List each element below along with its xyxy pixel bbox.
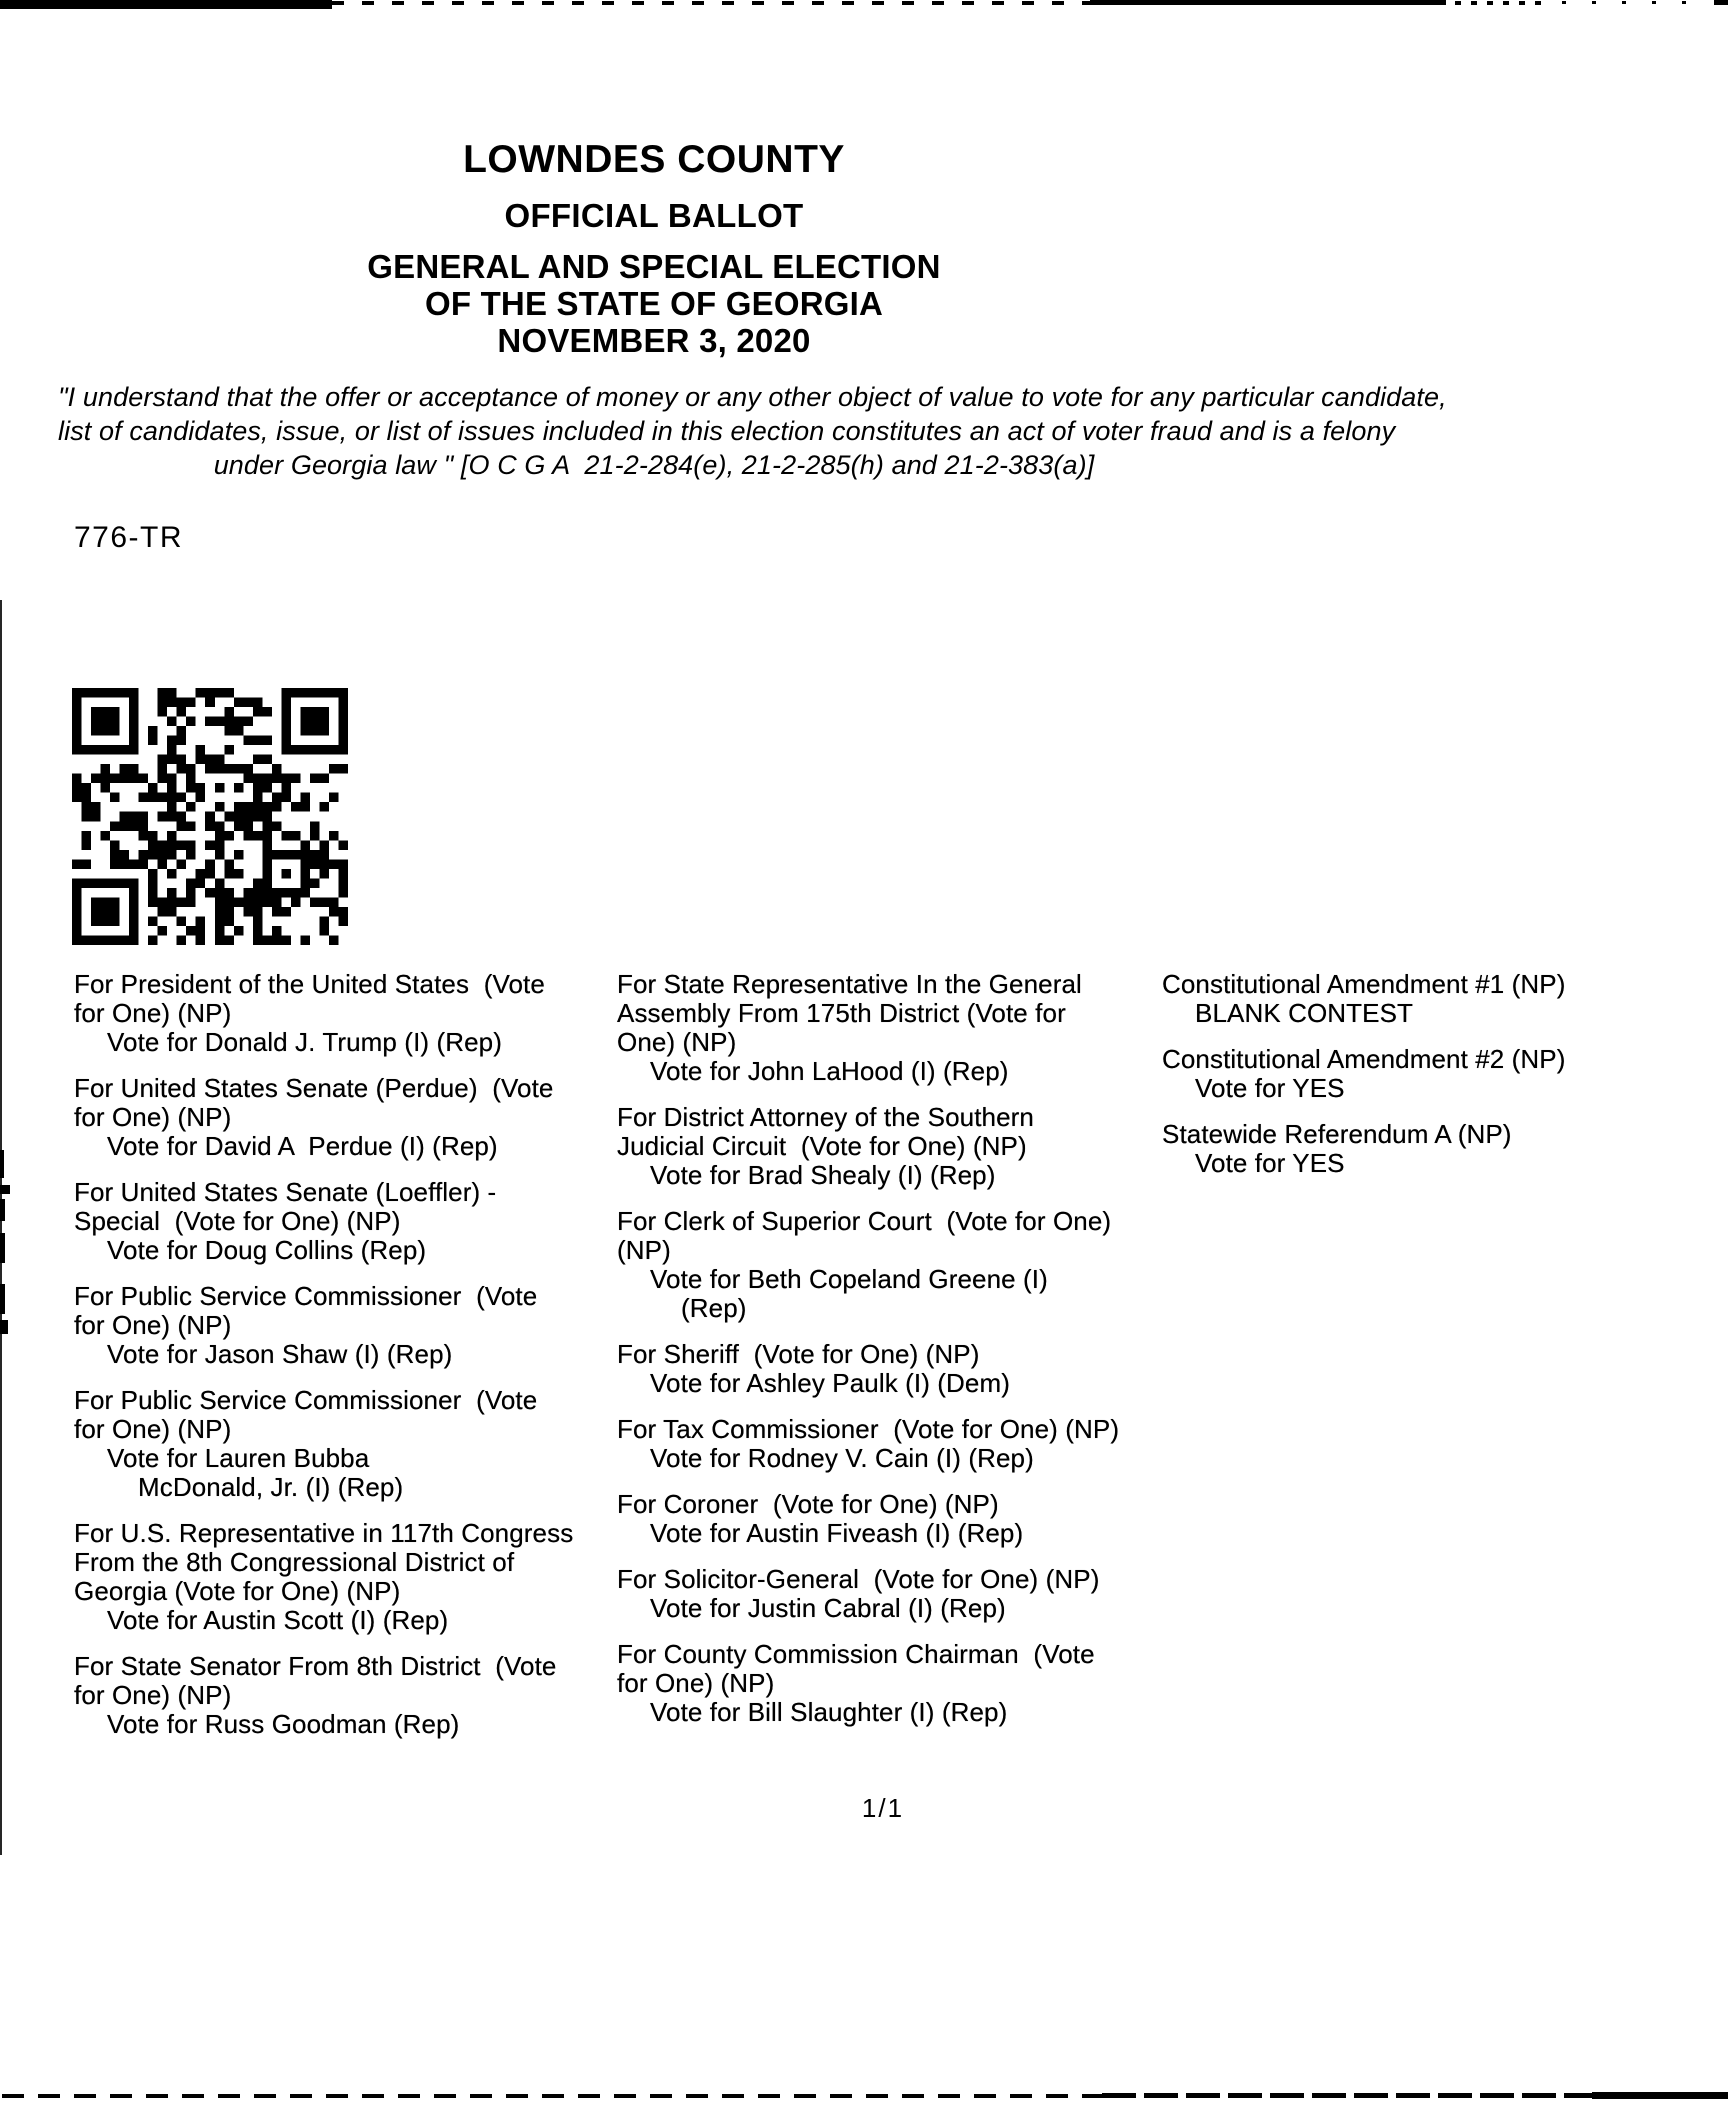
- precinct-code: 776-TR: [74, 521, 184, 554]
- contest: [74, 1074, 617, 1161]
- contest-title-line: For State Senator From 8th District (Vote: [74, 1651, 557, 1681]
- scan-artifact-left-tick: [0, 1284, 5, 1314]
- contest-title-line: for One) (NP): [617, 1668, 775, 1698]
- contest-title-line: Georgia (Vote for One) (NP): [74, 1576, 401, 1606]
- contest-title-line: Judicial Circuit (Vote for One) (NP): [617, 1131, 1027, 1161]
- contest: [1162, 1045, 1690, 1103]
- scan-artifact-bottom-dashes: [1102, 2093, 1592, 2098]
- contest-title-line: (NP): [617, 1235, 671, 1265]
- contest: [617, 970, 1162, 1086]
- contest-title-line: For President of the United States (Vote: [74, 969, 545, 999]
- contest-title-line: for One) (NP): [74, 1680, 232, 1710]
- contest-title-line: For Public Service Commissioner (Vote: [74, 1281, 538, 1311]
- fraud-notice-line1: "I understand that the offer or acceptance of money or any other object of value to vote for any particular candidate,: [58, 382, 1447, 412]
- ballot-column-3: [1162, 970, 1690, 1756]
- contest-vote-line: Vote for Doug Collins (Rep): [107, 1235, 427, 1265]
- page-number: 1/1: [861, 1793, 905, 1823]
- contest-vote-line: (Rep): [681, 1293, 747, 1323]
- contest-vote-line: Vote for Lauren Bubba: [107, 1443, 370, 1473]
- election-title-line2: OF THE STATE OF GEORGIA: [424, 285, 884, 322]
- contest-vote-line: Vote for YES: [1195, 1148, 1345, 1178]
- contest-vote-line: BLANK CONTEST: [1195, 998, 1414, 1028]
- contest-title-line: for One) (NP): [74, 1310, 232, 1340]
- scan-artifact-top-left: [0, 0, 332, 9]
- contest-title-line: for One) (NP): [74, 1414, 232, 1444]
- contest-title-line: for One) (NP): [74, 998, 232, 1028]
- contest: [74, 1386, 617, 1502]
- contest-title-line: For County Commission Chairman (Vote: [617, 1639, 1095, 1669]
- contest-title-line: One) (NP): [617, 1027, 737, 1057]
- contest-vote-line: Vote for David A Perdue (I) (Rep): [107, 1131, 498, 1161]
- contest-title-line: Constitutional Amendment #1 (NP): [1162, 969, 1566, 999]
- county-title: LOWNDES COUNTY: [463, 138, 845, 181]
- contest-vote-line: Vote for Bill Slaughter (I) (Rep): [650, 1697, 1008, 1727]
- contest-title-line: For Clerk of Superior Court (Vote for One): [617, 1206, 1112, 1236]
- contest-vote-line: Vote for Brad Shealy (I) (Rep): [650, 1160, 996, 1190]
- contest-title-line: For United States Senate (Perdue) (Vote: [74, 1073, 554, 1103]
- ballot-column-1: [74, 970, 617, 1756]
- contest-vote-line: Vote for Donald J. Trump (I) (Rep): [107, 1027, 502, 1057]
- scan-artifact-top-dashes-right: [1455, 1, 1550, 5]
- fraud-notice-line3: under Georgia law " [O C G A 21-2-284(e), 21-2-285(h) and 21-2-383(a)]: [213, 450, 1095, 480]
- contest-title-line: For United States Senate (Loeffler) -: [74, 1177, 497, 1207]
- contest-vote-line: Vote for Justin Cabral (I) (Rep): [650, 1593, 1006, 1623]
- contest: [74, 970, 617, 1057]
- contest-title-line: For State Representative In the General: [617, 969, 1082, 999]
- contest: [617, 1340, 1162, 1398]
- contest: [617, 1415, 1162, 1473]
- scan-artifact-top-dashes: [332, 1, 1090, 5]
- scan-artifact-top-dots: [1562, 1, 1712, 4]
- contest-vote-line: Vote for Beth Copeland Greene (I): [650, 1264, 1048, 1294]
- contest-vote-line: Vote for Jason Shaw (I) (Rep): [107, 1339, 453, 1369]
- contest-vote-line: Vote for Rodney V. Cain (I) (Rep): [650, 1443, 1034, 1473]
- contest: [617, 1490, 1162, 1548]
- contest-title-line: For Tax Commissioner (Vote for One) (NP): [617, 1414, 1120, 1444]
- scan-artifact-bottom-corner: [1592, 2092, 1728, 2099]
- contest-vote-line: Vote for John LaHood (I) (Rep): [650, 1056, 1009, 1086]
- contest-title-line: For Coroner (Vote for One) (NP): [617, 1489, 999, 1519]
- contest: [617, 1565, 1162, 1623]
- scan-artifact-left-tick: [0, 1199, 5, 1221]
- scan-artifact-left-line: [0, 600, 2, 1855]
- contest-title-line: Constitutional Amendment #2 (NP): [1162, 1044, 1566, 1074]
- contest: [1162, 1120, 1690, 1178]
- contest-vote-line: Vote for Austin Fiveash (I) (Rep): [650, 1518, 1024, 1548]
- contest-vote-line: Vote for Russ Goodman (Rep): [107, 1709, 460, 1739]
- ballot-contests: [74, 970, 1694, 1756]
- contest-title-line: For Public Service Commissioner (Vote: [74, 1385, 538, 1415]
- contest-vote-line: Vote for Austin Scott (I) (Rep): [107, 1605, 449, 1635]
- fraud-notice: [58, 380, 1447, 482]
- contest: [74, 1519, 617, 1635]
- ballot-column-2: [617, 970, 1162, 1756]
- contest-title-line: Statewide Referendum A (NP): [1162, 1119, 1512, 1149]
- scan-artifact-top-corner: [1714, 0, 1728, 5]
- contest: [74, 1282, 617, 1369]
- contest-title-line: For Solicitor-General (Vote for One) (NP): [617, 1564, 1100, 1594]
- contest-title-line: For Sheriff (Vote for One) (NP): [617, 1339, 980, 1369]
- election-title-line1: GENERAL AND SPECIAL ELECTION: [367, 248, 941, 285]
- contest: [74, 1652, 617, 1739]
- contest-title-line: Assembly From 175th District (Vote for: [617, 998, 1066, 1028]
- scan-artifact-left-tick: [0, 1150, 4, 1178]
- election-date: NOVEMBER 3, 2020: [497, 322, 811, 359]
- fraud-notice-line2: list of candidates, issue, or list of issues included in this election constitutes an act of voter fraud and is a felony: [58, 416, 1396, 446]
- contest: [1162, 970, 1690, 1028]
- qr-code: [72, 688, 348, 945]
- contest-title-line: For U.S. Representative in 117th Congress: [74, 1518, 574, 1548]
- contest-title-line: Special (Vote for One) (NP): [74, 1206, 401, 1236]
- contest: [617, 1207, 1162, 1323]
- scan-artifact-left-tick: [0, 1185, 10, 1194]
- contest-title-line: From the 8th Congressional District of: [74, 1547, 515, 1577]
- contest: [617, 1640, 1162, 1727]
- contest: [617, 1103, 1162, 1190]
- scan-artifact-left-tick: [0, 1320, 8, 1334]
- contest-title-line: For District Attorney of the Southern: [617, 1102, 1034, 1132]
- election-title: [58, 248, 1250, 359]
- ballot-title: OFFICIAL BALLOT: [504, 197, 804, 234]
- contest-vote-line: McDonald, Jr. (I) (Rep): [138, 1472, 404, 1502]
- contest-vote-line: Vote for YES: [1195, 1073, 1345, 1103]
- scan-artifact-bottom-dashes: [2, 2094, 1102, 2098]
- scan-artifact-left-tick: [0, 1233, 5, 1263]
- contest-title-line: for One) (NP): [74, 1102, 232, 1132]
- contest: [74, 1178, 617, 1265]
- contest-vote-line: Vote for Ashley Paulk (I) (Dem): [650, 1368, 1011, 1398]
- scan-artifact-top-line: [1090, 0, 1446, 5]
